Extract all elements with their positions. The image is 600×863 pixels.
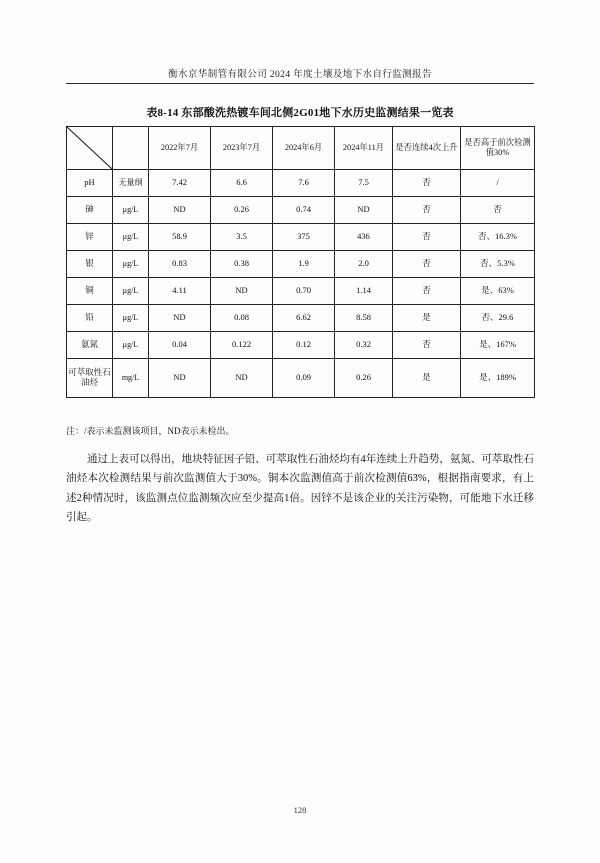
cell-2024-06: 6.62 (273, 305, 335, 332)
cell-2024-06: 7.6 (273, 170, 335, 197)
col-header-over30: 是否高于前次检测值30% (461, 127, 535, 170)
cell-over30: / (461, 170, 535, 197)
col-header-2022-07: 2022年7月 (149, 127, 211, 170)
row-unit: μg/L (113, 305, 149, 332)
row-unit: μg/L (113, 251, 149, 278)
row-label: 可萃取性石油烃 (67, 359, 113, 398)
row-label: 氨氮 (67, 332, 113, 359)
col-header-2024-06: 2024年6月 (273, 127, 335, 170)
row-label: 银 (67, 251, 113, 278)
row-label: 砷 (67, 197, 113, 224)
cell-rising: 否 (393, 170, 461, 197)
table-row (67, 332, 535, 359)
row-unit: μg/L (113, 278, 149, 305)
cell-rising: 否 (393, 197, 461, 224)
cell-over30: 是、63% (461, 278, 535, 305)
cell-over30: 否、29.6 (461, 305, 535, 332)
row-label: 铜 (67, 278, 113, 305)
cell-2022-07: ND (149, 305, 211, 332)
cell-2022-07: ND (149, 197, 211, 224)
cell-rising: 否 (393, 224, 461, 251)
body-paragraph: 通过上表可以得出，地块特征因子铅、可萃取性石油烃均有4年连续上升趋势，氨氮、可萃取性石油烃本次检测结果与前次监测值大于30%。铜本次监测值高于前次检测值63%，根据指南要求，有上述2种情况时，该监测点位监测频次应至少提高1倍。因锌不是该企业的关注污染物，可能地下水迁移引起。 (66, 454, 534, 524)
cell-2023-07: 0.26 (211, 197, 273, 224)
table-row (67, 278, 535, 305)
cell-2023-07: 0.122 (211, 332, 273, 359)
table-note: 注：/表示未监测该项目，ND表示未检出。 (66, 426, 235, 436)
cell-2022-07: ND (149, 359, 211, 398)
running-header: 衡水京华制管有限公司 2024 年度土壤及地下水自行监测报告 (168, 70, 432, 80)
cell-rising: 否 (393, 251, 461, 278)
cell-2022-07: 0.04 (149, 332, 211, 359)
cell-2022-07: 0.83 (149, 251, 211, 278)
cell-2024-11: ND (335, 197, 393, 224)
cell-2022-07: 4.11 (149, 278, 211, 305)
cell-rising: 否 (393, 278, 461, 305)
col-header-2024-11: 2024年11月 (335, 127, 393, 170)
table-row (67, 251, 535, 278)
cell-2024-11: 2.0 (335, 251, 393, 278)
monitoring-results-table (66, 126, 535, 398)
row-unit: 无量纲 (113, 170, 149, 197)
cell-2024-11: 0.26 (335, 359, 393, 398)
col-header-rising: 是否连续4次上升 (393, 127, 461, 170)
cell-2023-07: 0.08 (211, 305, 273, 332)
cell-2022-07: 58.9 (149, 224, 211, 251)
table-corner-cell (67, 127, 113, 170)
row-unit: μg/L (113, 332, 149, 359)
page-number: 128 (293, 805, 307, 815)
row-unit: mg/L (113, 359, 149, 398)
table-row (67, 224, 535, 251)
cell-2024-06: 0.09 (273, 359, 335, 398)
header-divider (66, 83, 534, 84)
cell-2024-06: 1.9 (273, 251, 335, 278)
table-row (67, 305, 535, 332)
diagonal-line-icon (67, 127, 112, 169)
col-header-2023-07: 2023年7月 (211, 127, 273, 170)
cell-2023-07: 3.5 (211, 224, 273, 251)
cell-2023-07: 0.38 (211, 251, 273, 278)
cell-over30: 否、16.3% (461, 224, 535, 251)
cell-rising: 否 (393, 332, 461, 359)
row-unit: μg/L (113, 197, 149, 224)
table-row (67, 170, 535, 197)
cell-2023-07: ND (211, 359, 273, 398)
cell-2023-07: ND (211, 278, 273, 305)
table-header-row (67, 127, 535, 170)
table-title: 表8-14 东部酸洗热镀车间北侧2G01地下水历史监测结果一览表 (146, 107, 454, 119)
cell-rising: 是 (393, 305, 461, 332)
row-label: 锌 (67, 224, 113, 251)
cell-2024-11: 436 (335, 224, 393, 251)
cell-2022-07: 7.42 (149, 170, 211, 197)
cell-2023-07: 6.6 (211, 170, 273, 197)
cell-over30: 否 (461, 197, 535, 224)
cell-2024-06: 0.12 (273, 332, 335, 359)
cell-2024-11: 7.5 (335, 170, 393, 197)
cell-2024-11: 8.58 (335, 305, 393, 332)
table-corner-cell-2 (113, 127, 149, 170)
cell-over30: 否、5.3% (461, 251, 535, 278)
cell-2024-11: 1.14 (335, 278, 393, 305)
cell-2024-06: 375 (273, 224, 335, 251)
row-unit: μg/L (113, 224, 149, 251)
row-label: pH (67, 170, 113, 197)
cell-over30: 是、189% (461, 359, 535, 398)
cell-rising: 是 (393, 359, 461, 398)
table-row (67, 359, 535, 398)
table-row (67, 197, 535, 224)
cell-2024-06: 0.74 (273, 197, 335, 224)
row-label: 铅 (67, 305, 113, 332)
cell-2024-06: 0.70 (273, 278, 335, 305)
cell-over30: 是、167% (461, 332, 535, 359)
cell-2024-11: 0.32 (335, 332, 393, 359)
